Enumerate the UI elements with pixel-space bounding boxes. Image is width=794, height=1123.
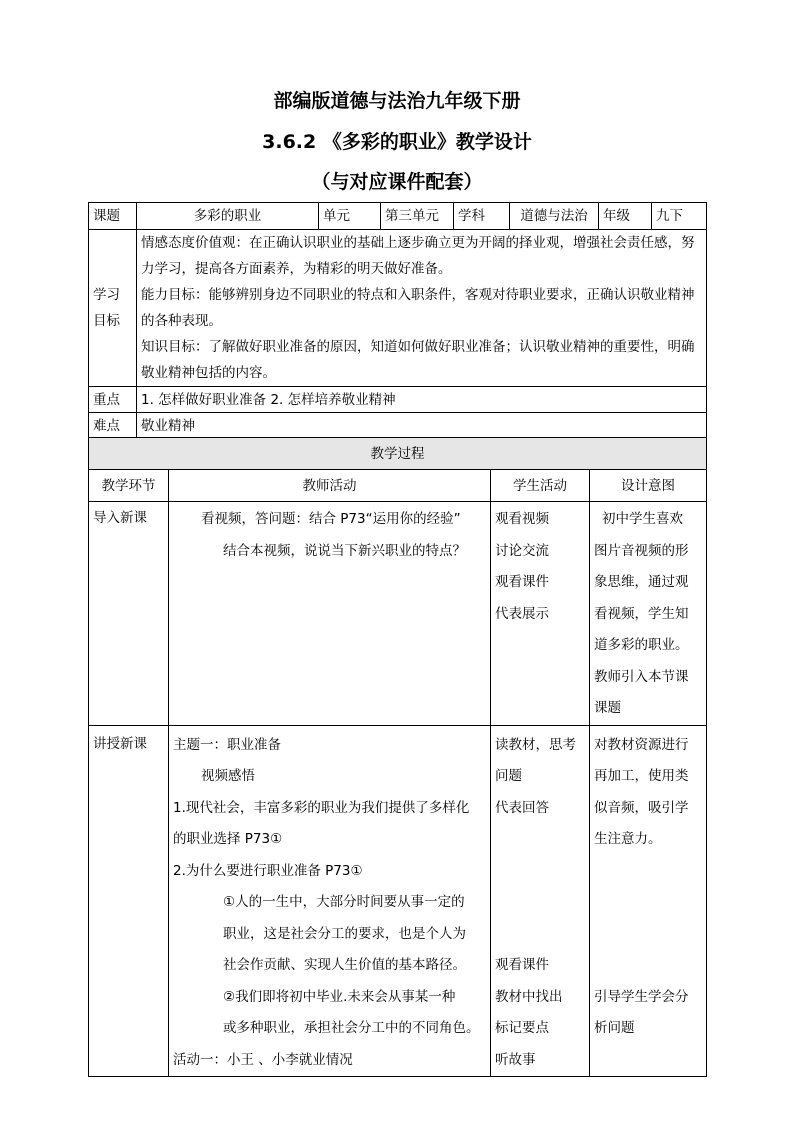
grade-key: 年级 xyxy=(599,203,652,230)
subject-value: 道德与法治 xyxy=(510,203,599,230)
teacher-line: 活动一：小王 、小李就业情况 xyxy=(173,1051,353,1068)
intent-line xyxy=(594,950,702,982)
student-line xyxy=(495,824,585,856)
col-student: 学生活动 xyxy=(491,470,590,502)
student-line: 代表回答 xyxy=(495,799,549,816)
intent-line: 课题 xyxy=(594,700,621,716)
student-line xyxy=(495,919,585,951)
teacher-line: 1.现代社会，丰富多彩的职业为我们提供了多样化 xyxy=(173,799,470,816)
teaching-process-table xyxy=(88,437,707,1077)
teacher-line: 主题一：职业准备 xyxy=(173,736,281,753)
student-new xyxy=(491,725,590,1077)
teacher-line: 职业，这是社会分工的要求，也是个人为 xyxy=(223,925,466,942)
teacher-line: 社会作贡献、实现人生价值的基本路径。 xyxy=(223,957,466,973)
teacher-line: ②我们即将初中毕业.未来会从事某一种 xyxy=(223,988,456,1005)
teacher-line: 视频感悟 xyxy=(201,768,255,784)
intent-line xyxy=(594,919,702,951)
process-heading: 教学过程 xyxy=(89,438,707,470)
unit-value: 第三单元 xyxy=(381,203,454,230)
difficult-value: 敬业精神 xyxy=(137,413,707,439)
lesson-key: 课题 xyxy=(89,203,137,230)
intent-line: 看视频，学生知 xyxy=(594,605,689,622)
stage-new: 讲授新课 xyxy=(89,725,169,1077)
col-intent: 设计意图 xyxy=(590,470,707,502)
intent-new xyxy=(590,725,707,1077)
teacher-intro xyxy=(169,502,491,726)
col-stage: 教学环节 xyxy=(89,470,169,502)
stage-intro: 导入新课 xyxy=(89,502,169,726)
key-point-value: 1. 怎样做好职业准备 2. 怎样培养敬业精神 xyxy=(137,387,707,413)
teacher-line: 2.为什么要进行职业准备 P73① xyxy=(173,862,363,879)
goals-key: 学习目标 xyxy=(89,230,137,387)
intent-line xyxy=(594,856,702,888)
goal-knowledge: 知识目标：了解做好职业准备的原因，知道如何做好职业准备；认识敬业精神的重要性，明确敬业精神包括的内容。 xyxy=(141,339,695,381)
intent-line: 教师引入本节课 xyxy=(594,668,689,685)
intent-line: 初中学生喜欢 xyxy=(602,511,683,527)
intent-line xyxy=(594,1045,702,1077)
lesson-title: 3.6.2 《多彩的职业》教学设计 xyxy=(262,131,532,153)
student-intro xyxy=(491,502,590,726)
difficult-key: 难点 xyxy=(89,413,137,439)
student-line: 代表展示 xyxy=(495,605,549,622)
intent-line: 析问题 xyxy=(594,1020,635,1036)
grade-value: 九下 xyxy=(652,203,707,230)
intent-line: 象思维，通过观 xyxy=(594,574,689,590)
student-line: 读教材，思考 xyxy=(495,736,576,753)
intent-line: 再加工，使用类 xyxy=(594,768,689,784)
key-point-key: 重点 xyxy=(89,387,137,413)
intent-line: 图片音视频的形 xyxy=(594,542,689,559)
student-line: 讨论交流 xyxy=(495,542,549,559)
goal-ability: 能力目标：能够辨别身边不同职业的特点和入职条件，客观对待职业要求，正确认识敬业精神的各种表现。 xyxy=(141,287,695,329)
intent-line: 道多彩的职业。 xyxy=(594,637,689,653)
goal-emotion: 情感态度价值观：在正确认识职业的基础上逐步确立更为开阔的择业观，增强社会责任感，努力学习，提高各方面素养，为精彩的明天做好准备。 xyxy=(141,235,695,277)
document-title: 部编版道德与法治九年级下册 xyxy=(273,90,521,112)
student-line: 标记要点 xyxy=(495,1020,549,1036)
teacher-line: 看视频，答问题：结合 P73“运用你的经验” xyxy=(201,511,461,527)
intent-line: 引导学生学会分 xyxy=(594,988,689,1005)
teacher-line: ①人的一生中，大部分时间要从事一定的 xyxy=(223,894,465,910)
student-line: 观看课件 xyxy=(495,957,549,973)
student-line: 问题 xyxy=(495,768,522,784)
lesson-subtitle: （与对应课件配套） xyxy=(311,171,483,193)
student-line xyxy=(495,887,585,919)
col-teacher: 教师活动 xyxy=(169,470,491,502)
teacher-line: 或多种职业，承担社会分工中的不同角色。 xyxy=(223,1020,480,1036)
student-line: 教材中找出 xyxy=(495,988,563,1005)
lesson-info-table xyxy=(88,202,707,439)
teacher-new xyxy=(169,725,491,1077)
intent-line: 似音频，吸引学 xyxy=(594,799,689,816)
lesson-value: 多彩的职业 xyxy=(137,203,319,230)
unit-key: 单元 xyxy=(319,203,381,230)
goals-content xyxy=(137,230,707,387)
subject-key: 学科 xyxy=(454,203,510,230)
intent-line: 对教材资源进行 xyxy=(594,736,689,753)
teacher-line: 的职业选择 P73① xyxy=(173,831,283,847)
student-line: 听故事 xyxy=(495,1051,536,1068)
student-line: 观看视频 xyxy=(495,511,549,527)
student-line: 观看课件 xyxy=(495,574,549,590)
teacher-line: 结合本视频，说说当下新兴职业的特点？ xyxy=(223,542,466,559)
intent-intro xyxy=(590,502,707,726)
student-line xyxy=(495,856,585,888)
intent-line: 生注意力。 xyxy=(594,831,662,847)
intent-line xyxy=(594,887,702,919)
